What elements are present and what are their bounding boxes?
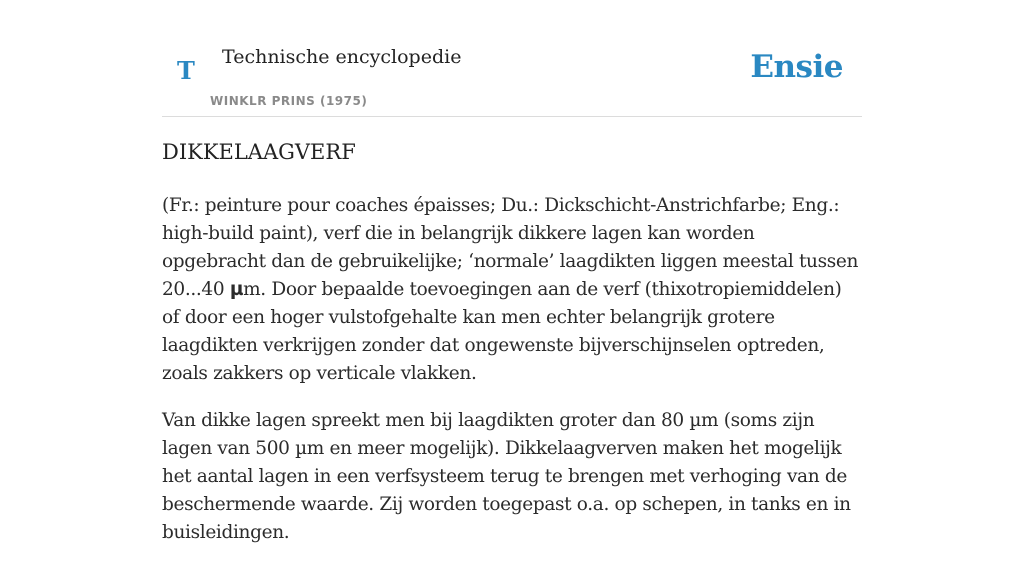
paragraph-1-text-b: m. Door bepaalde toevoegingen aan de verf (thixotropiemiddelen) of door een hoger vulstofgehalte kan men echter belangrijk grotere laagdikten verkrijgen zonder dat ongewenste bijverschijnselen optreden, zoals zakkers op verticale vlakken. xyxy=(162,279,842,384)
encyclopedia-logo-letter[interactable]: T xyxy=(177,56,195,85)
paragraph-1-text-a: (Fr.: peinture pour coaches épaisses; Du.: Dickschicht-Anstrichfarbe; Eng.: high-build paint), verf die in belangrijk dikkere lagen kan worden opgebracht dan de gebruikelijke; ‘normale’ laagdikten liggen meestal tussen 20...40 xyxy=(162,195,859,300)
entry-body xyxy=(162,192,862,566)
entry-paragraph-1 xyxy=(162,192,862,388)
encyclopedia-title-link[interactable]: Technische encyclopedie xyxy=(222,46,462,68)
entry-title: DIKKELAAGVERF xyxy=(162,140,356,164)
page-header xyxy=(162,0,862,117)
encyclopedia-page xyxy=(162,0,862,543)
micro-symbol: µ xyxy=(229,279,244,300)
ensie-logo[interactable]: Ensie xyxy=(750,49,843,85)
source-label: WINKLR PRINS (1975) xyxy=(210,94,368,108)
entry-paragraph-2: Van dikke lagen spreekt men bij laagdikten groter dan 80 µm (soms zijn lagen van 500 µm en meer mogelijk). Dikkelaagverven maken het mogelijk het aantal lagen in een verfsysteem terug te brengen met verhoging van de beschermende waarde. Zij worden toegepast o.a. op schepen, in tanks en in buisleidingen. xyxy=(162,410,851,543)
